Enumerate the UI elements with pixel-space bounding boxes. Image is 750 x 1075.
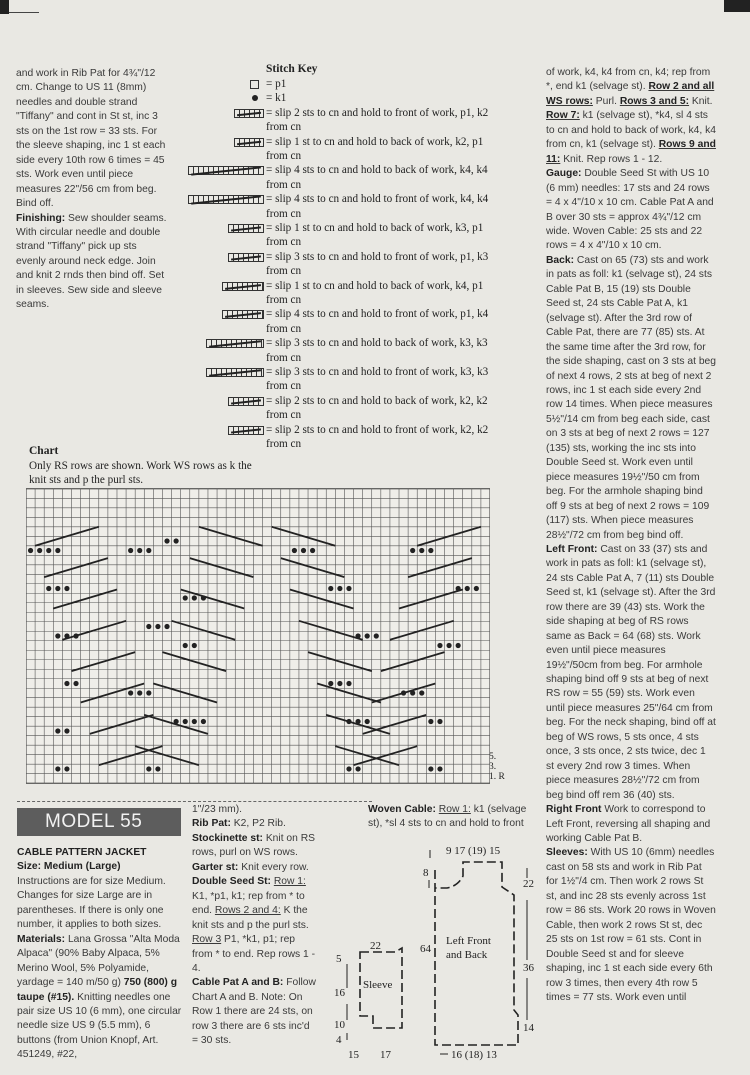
chart-knit-dot [37, 548, 42, 553]
sleeve-left-mid-measure: 16 [334, 987, 345, 999]
page-corner-mark-left [0, 0, 9, 14]
stitch-key-text-cont: from cn [266, 293, 302, 306]
purl-symbol-icon [250, 80, 259, 89]
chart-knit-dot [428, 766, 433, 771]
cable-symbol-icon [228, 426, 264, 435]
double-seed-pattern: Double Seed St: Row 1: K1, *p1, k1; rep from * to end. Rows 2 and 4: K the knit sts and p the purl sts. Row 3 P1, *k1, p1; rep from * to end. Rep rows 1 - 4. [192, 876, 316, 974]
stitch-key-text-cont: from cn [266, 380, 302, 393]
chart-knit-dot [428, 719, 433, 724]
sleeve-continued-text: and work in Rib Pat for 4¾"/12 cm. Change to US 11 (8mm) needles and double strand "Tiffany" and cont in St st, inc 3 sts on the 1st row = 33 sts. For the sleeve shaping, inc 1 st each side every 10th row 6 times = 45 sts. Work even until piece measures 22"/56 cm from beg. Bind off. [16, 68, 166, 210]
chart-knit-dot [64, 586, 69, 591]
stockinette-pattern: Stockinette st: Knit on RS rows, purl on WS rows. [192, 832, 316, 859]
chart-title: Chart [29, 445, 59, 457]
sleeve-left-bottom-measure: 4 [336, 1034, 342, 1046]
woven-cable-start: Woven Cable: Row 1: k1 (selvage st), *sl 4 sts to cn and hold to front [368, 804, 527, 830]
chart-knit-dot [346, 766, 351, 771]
neck-measure: 8 [423, 867, 429, 879]
cable-symbol-icon [206, 339, 264, 348]
armhole-measure: 22 [523, 878, 534, 890]
chart-knit-dot [137, 548, 142, 553]
chart-knit-dot [419, 548, 424, 553]
body-label-line2: and Back [446, 949, 488, 961]
left-column-top [16, 67, 168, 313]
cable-symbol-icon [222, 310, 264, 319]
chart-knit-dot [64, 681, 69, 686]
chart-knit-dot [328, 681, 333, 686]
sleeves-paragraph: Sleeves: With US 10 (6mm) needles cast on 58 sts and work in Rib Pat for 1½"/4 cm. Then work 2 rows St st, and inc 28 sts evenly across 1st row = 86 sts. Work 20 rows in Woven Cable, then work 2 rows St st, dec 25 sts on 1st row = 61 sts. Cont in Double Seed st and for sleeve shaping, inc 1 st each side every 6th row 3 times, then every 4th row 5 times = 77 sts. Work even until [546, 847, 716, 1003]
body-schematic [420, 845, 535, 1061]
chart-knit-dot [410, 548, 415, 553]
sleeve-top-measure: 22 [370, 940, 381, 952]
chart-knit-dot [174, 538, 179, 543]
cable-symbol-icon [234, 109, 264, 118]
cable-symbol-icon [228, 224, 264, 233]
stitch-key-text-cont: from cn [266, 265, 302, 278]
model-heading: MODEL 55 [17, 808, 181, 836]
chart-knit-dot [301, 548, 306, 553]
chart-knit-dot [355, 766, 360, 771]
chart-knit-dot [55, 633, 60, 638]
chart-knit-dot [437, 643, 442, 648]
stitch-key-text-cont: from cn [266, 207, 302, 220]
stitch-key-text: = slip 1 st to cn and hold to back of work, k2, p1 [266, 135, 484, 148]
chart-knit-dot [456, 643, 461, 648]
chart-knit-dot [201, 719, 206, 724]
chart-knit-dot [128, 548, 133, 553]
knitting-chart-grid [26, 488, 490, 784]
cable-symbol-icon [228, 253, 264, 262]
section-rule [17, 801, 372, 802]
size-line: Size: Medium (Large) [17, 861, 121, 873]
stitch-key-text: = slip 2 sts to cn and hold to front of work, k2, k2 [266, 423, 489, 436]
chart-row-labels [489, 752, 505, 782]
chart-knit-dot [437, 766, 442, 771]
stitch-key-text: = slip 4 sts to cn and hold to front of work, k4, k4 [266, 193, 489, 206]
sleeve-left-low-measure: 10 [334, 1019, 345, 1031]
row-label-3: 3. [489, 762, 497, 772]
chart-knit-dot [365, 633, 370, 638]
chart-knit-dot [292, 548, 297, 553]
chart-knit-dot [146, 624, 151, 629]
chart-knit-dot [28, 548, 33, 553]
stitch-key-text: = slip 4 sts to cn and hold to back of work, k4, k4 [266, 164, 488, 177]
chart-knit-dot [164, 538, 169, 543]
chart-knit-dot [73, 681, 78, 686]
chart-knit-dot [164, 624, 169, 629]
garment-schematic [330, 840, 542, 1070]
sleeve-bottom-left-measure: 15 [348, 1049, 359, 1061]
right-column [546, 66, 716, 1005]
stitch-key-text-cont: from cn [266, 236, 302, 249]
chart-knit-dot [346, 681, 351, 686]
chart-knit-dot [446, 643, 451, 648]
chart-knit-dot [46, 586, 51, 591]
stitch-key-text: = slip 1 st to cn and hold to back of work, k3, p1 [266, 222, 484, 234]
model-left-column [17, 846, 185, 1063]
side-length-measure: 36 [523, 962, 534, 974]
row-label-5: 5. [489, 752, 497, 762]
cable-pattern-ab: Cable Pat A and B: Follow Chart A and B. Note: On Row 1 there are 24 sts, on row 3 there are 6 sts inc'd = 30 sts. [192, 977, 316, 1047]
left-front-paragraph: Left Front: Cast on 33 (37) sts and work in pats as foll: k1 (selvage st), 24 sts Cable Pat A, 7 (11) sts Double Seed st, k1 (selvage st). After the 3rd row there are 39 (43) sts. Work the side shaping at beg of RS rows same as Back = 64 (68) sts. Work even until piece measures 19½"/50cm from beg. For armhole shaping bind off 9 sts at beg of next RS row = 55 (59) sts. Work even until piece measures 25"/64 cm from beg. For the neck shaping, bind off at beg of WS rows, 5 sts once, 4 sts once, 3 sts once, 2 sts twice, dec 1 st every 2nd row 3 times. When piece measures 28½"/72 cm from beg bind off rem 36 (40) sts. [546, 543, 716, 801]
stitch-key-text: = slip 3 sts to cn and hold to back of work, k3, k3 [266, 337, 488, 350]
stitch-key-text: = slip 1 st to cn and hold to back of work, k4, p1 [266, 279, 484, 292]
chart-knit-dot [419, 690, 424, 695]
buttons-size-cont: 1"/23 mm). [192, 804, 243, 815]
size-instructions: Instructions are for size Medium. Changes for size Large are in parentheses. If there is only one number, it applies to both sizes. [17, 875, 166, 931]
model-middle-column [192, 803, 318, 1049]
chart-knit-dot [55, 766, 60, 771]
woven-cable-rows: of work, k4, k4 from cn, k4; rep from *, end k1 (selvage st). Row 2 and all WS rows: Purl. Rows 3 and 5: Knit. Row 7: k1 (selvage st), *k4, sl 4 sts to cn and hold to back of work, k4, k4 from cn, k1 (selvage st). Rows 9 and 11: Knit. Rep rows 1 - 12. [546, 67, 716, 165]
chart-knit-dot [474, 586, 479, 591]
cable-symbol-icon [222, 282, 264, 291]
chart-background [26, 489, 490, 783]
stitch-key-text: = slip 3 sts to cn and hold to front of work, p1, k3 [266, 250, 489, 263]
body-length-measure: 64 [420, 943, 431, 955]
knit-symbol-icon [252, 95, 258, 101]
sleeve-left-top-measure: 5 [336, 953, 342, 965]
stitch-key-title: Stitch Key [266, 63, 318, 75]
cable-symbol-icon [188, 195, 264, 204]
hem-measure: 14 [523, 1022, 534, 1034]
chart-knit-dot [64, 766, 69, 771]
stitch-key-text: = slip 2 sts to cn and hold to back of work, k2, k2 [266, 394, 488, 407]
chart-knit-dot [337, 681, 342, 686]
stitch-key-text-cont: from cn [266, 149, 302, 162]
chart-knit-dot [55, 586, 60, 591]
cable-symbol-icon [234, 138, 264, 147]
chart-knit-dot [128, 690, 133, 695]
stitch-key-text-cont: from cn [266, 409, 302, 422]
back-paragraph: Back: Cast on 65 (73) sts and work in pats as foll: k1 (selvage st), 24 sts Cable Pat B, 15 (19) sts Double Seed st, 24 sts Cable Pat A, k1 (selvage st). After the 3rd row of Cable Pat, there are 77 (85) sts. At the same time after the 3rd row, for the side shaping, cast on 3 sts at beg of next 4 rows, 2 sts at beg of next 2 rows, inc 1 st each side every 2nd row 14 times. When piece measures 5½"/14 cm from beg each side, cast on 3 sts at beg of next 2 rows = 127 (135) sts, working the inc sts into Double Seed st. Work even until piece measures 19½"/50 cm from beg. For the armhole shaping bind off 9 sts at beg of next 2 rows = 109 (117) sts. When piece measures 28½"/72 cm from beg bind off. [546, 254, 717, 541]
chart-knit-dot [437, 719, 442, 724]
project-name: CABLE PATTERN JACKET [17, 847, 147, 858]
chart-knit-dot [428, 548, 433, 553]
chart-note: Only RS rows are shown. Work WS rows as k the knit sts and p the purl sts. [29, 460, 252, 486]
chart-knit-dot [192, 719, 197, 724]
stitch-key-text: = slip 2 sts to cn and hold to front of work, p1, k2 [266, 106, 489, 119]
chart-knit-dot [337, 586, 342, 591]
row-label-1: 1. R [489, 772, 505, 782]
stitch-key-text: = k1 [266, 92, 287, 105]
chart-knit-dot [55, 728, 60, 733]
body-bottom-measure: 16 (18) 13 [451, 1049, 497, 1061]
stitch-key-text-cont: from cn [266, 121, 302, 134]
stitch-key-text-cont: from cn [266, 178, 302, 191]
cable-symbol-icon [228, 397, 264, 406]
right-front-paragraph: Right Front Work to correspond to Left Front, reversing all shaping and working Cable Pat B. [546, 804, 711, 845]
chart-knit-dot [310, 548, 315, 553]
gauge-paragraph: Gauge: Double Seed St with US 10 (6 mm) needles: 17 sts and 24 rows = 4 x 4"/10 x 10 cm. Cable Pat A and B over 30 sts = approx 4¾"/12 cm wide. Woven Cable: 25 sts and 22 rows = 4 x 4"/10 x 10 cm. [546, 168, 714, 252]
chart-knit-dot [192, 643, 197, 648]
chart-knit-dot [146, 548, 151, 553]
rib-pattern: Rib Pat: K2, P2 Rib. [192, 818, 286, 830]
sleeve-bottom-right-measure: 17 [380, 1049, 391, 1061]
sleeve-label: Sleeve [363, 979, 393, 991]
chart-knit-dot [155, 624, 160, 629]
cable-symbol-icon [206, 368, 264, 377]
body-top-measure: 9 17 (19) 15 [446, 845, 501, 857]
cable-symbol-icon [188, 166, 264, 175]
chart-knit-dot [46, 548, 51, 553]
stitch-key-text-cont: from cn [266, 351, 302, 364]
chart-knit-dot [365, 719, 370, 724]
stitch-key-text: = p1 [266, 78, 287, 90]
chart-knit-dot [55, 548, 60, 553]
chart-knit-dot [146, 690, 151, 695]
chart-knit-dot [64, 728, 69, 733]
body-label-line1: Left Front [446, 935, 491, 947]
stitch-key-text-cont: from cn [266, 322, 302, 335]
page-corner-mark-right [724, 0, 750, 12]
chart-knit-dot [374, 633, 379, 638]
chart-knit-dot [146, 766, 151, 771]
stitch-key-text-cont: from cn [266, 437, 302, 450]
chart-knit-dot [328, 586, 333, 591]
stitch-key-text: = slip 4 sts to cn and hold to front of work, p1, k4 [266, 308, 489, 321]
chart-knit-dot [183, 595, 188, 600]
garter-pattern: Garter st: Knit every row. [192, 861, 309, 873]
chart-knit-dot [183, 719, 188, 724]
chart-knit-dot [192, 595, 197, 600]
chart-knit-dot [346, 586, 351, 591]
sleeve-schematic [334, 940, 402, 1061]
chart-knit-dot [183, 643, 188, 648]
page-top-rule [9, 12, 39, 13]
finishing-paragraph: Finishing: Sew shoulder seams. With circular needle and double strand "Tiffany" pick up sts evenly around neck edge. Join and knit 2 rnds then bind off. Set in sleeves. Sew side and sleeve seams. [16, 212, 167, 311]
chart-knit-dot [155, 766, 160, 771]
chart-knit-dot [465, 586, 470, 591]
materials-paragraph: Materials: Lana Grossa "Alta Moda Alpaca" (90% Baby Alpaca, 5% Merino Wool, 5% Polyamide, yardage = 140 m/50 g) 750 (800) g taupe (#15). Knitting needles one pair size US 10 (6 mm), one circular needle size US 9 (5.5 mm), 6 buttons (from Union Knopf, Art. 451249, #22, [17, 933, 182, 1061]
chart-knit-dot [137, 690, 142, 695]
stitch-key-text: = slip 3 sts to cn and hold to front of work, k3, k3 [266, 366, 489, 378]
